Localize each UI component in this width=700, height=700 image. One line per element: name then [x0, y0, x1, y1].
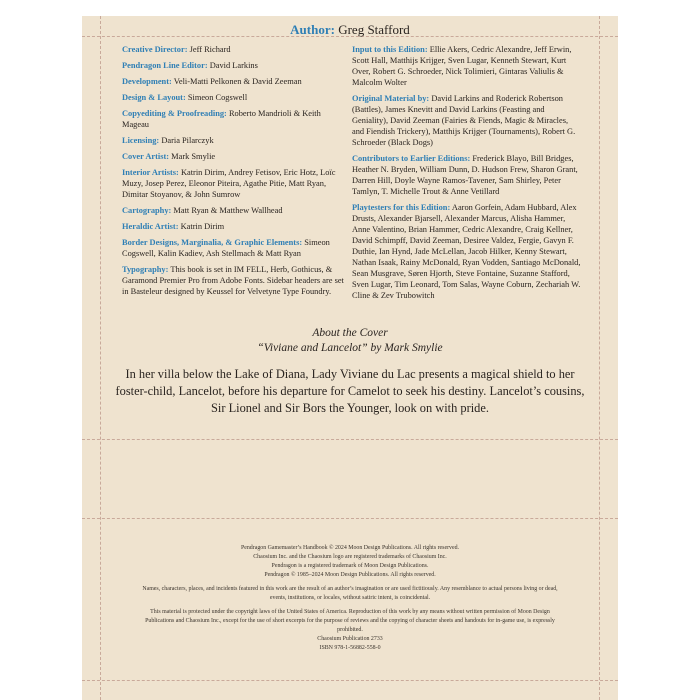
credit-entry — [352, 44, 582, 88]
credit-label: Creative Director: — [122, 45, 188, 54]
credit-value: Simeon Cogswell — [187, 93, 248, 102]
credit-label: Development: — [122, 77, 172, 86]
author-name: Greg Stafford — [338, 22, 410, 37]
guide-line — [82, 439, 618, 440]
author-label: Author: — [290, 22, 335, 37]
credit-label: Border Designs, Marginalia, & Graphic Elements: — [122, 238, 303, 247]
credit-label: Licensing: — [122, 136, 160, 145]
credit-label: Cartography: — [122, 206, 172, 215]
legal-line: Pendragon is a registered trademark of Moon Design Publications. — [271, 563, 429, 569]
credit-value: Simeon Cogswell, Kalin Kadiev, Ash Stellmach & Matt Ryan — [122, 238, 330, 258]
credit-value: Frederick Blayo, Bill Bridges, Heather N. Bryden, William Dunn, D. Hudson Frew, Sharon Grant, Darren Hill, Doyle Wayne Ramos-Tavener, Sam Shirley, Peter Tamlyn, T. Michelle Trout & Anne Vetillard — [352, 154, 578, 196]
cover-description: In her villa below the Lake of Diana, Lady Viviane du Lac presents a magical shield to her foster-child, Lancelot, before his departure for Camelot to seek his destiny. Lancelot’s cousins, Sir Lionel and Sir Bors the Younger, look on with pride. — [115, 367, 585, 415]
credit-entry — [122, 135, 344, 146]
credit-entry — [122, 221, 344, 232]
legal-line: Chaosium Inc. and the Chaosium logo are registered trademarks of Chaosium Inc. — [253, 554, 447, 560]
credit-value: David Larkins — [209, 61, 258, 70]
credit-label: Copyediting & Proofreading: — [122, 109, 227, 118]
credit-label: Input to this Edition: — [352, 45, 428, 54]
legal-line: Pendragon Gamemaster’s Handbook © 2024 Moon Design Publications. All rights reserved. — [240, 545, 460, 551]
credit-entry — [122, 76, 344, 87]
credit-entry — [122, 92, 344, 103]
credit-entry — [122, 264, 344, 297]
credit-label: Playtesters for this Edition: — [352, 203, 451, 212]
credit-label: Original Material by: — [352, 94, 430, 103]
credit-entry — [122, 151, 344, 162]
credits-page — [82, 16, 618, 700]
credit-value: Ellie Akers, Cedric Alexandre, Jeff Erwin, Scott Hall, Matthijs Krijger, Sven Lugar, Kenneth Stewart, Kurt Over, Robert G. Schroeder, Nick Tolimieri, Gintaras Valiulis & Malcolm Wolter — [352, 45, 572, 87]
guide-line — [82, 680, 618, 681]
author-line — [82, 22, 618, 38]
credit-value: Katrin Dirim — [180, 222, 225, 231]
legal-disclaimer: Names, characters, places, and incidents featured in this work are the result of an author’s imagination or are used fictitiously. Any resemblance to actual persons living or dead, events, institutions, or locales, without satiric intent, is coincidental. — [142, 586, 558, 601]
credit-value: Veli-Matti Pelkonen & David Zeeman — [173, 77, 302, 86]
credit-entry — [122, 44, 344, 55]
publication-number: Chaosium Publication 2733 — [317, 636, 383, 642]
credit-label: Cover Artist: — [122, 152, 170, 161]
legal-line: Pendragon © 1985–2024 Moon Design Publications. All rights reserved. — [264, 572, 436, 578]
credit-label: Interior Artists: — [122, 168, 179, 177]
credit-entry — [122, 167, 344, 200]
about-cover-heading: About the Cover — [312, 327, 388, 339]
credit-label: Heraldic Artist: — [122, 222, 179, 231]
credit-label: Contributors to Earlier Editions: — [352, 154, 471, 163]
credits-right-column — [352, 44, 582, 306]
guide-line — [82, 518, 618, 519]
isbn: ISBN 978-1-56882-558-0 — [319, 645, 381, 651]
legal-copyright: This material is protected under the copyright laws of the United States of America. Reproduction of this work by any means without written permission of Moon Design Publications and Chaosium Inc., except for the use of short excerpts for the purpose of reviews and the copying of character sheets and handouts for in-game use, is expressly prohibited. — [145, 609, 555, 633]
about-cover-section — [82, 326, 618, 356]
credit-entry — [352, 202, 582, 301]
legal-notice — [142, 544, 558, 653]
credit-value: Katrin Dirim, Andrey Fetisov, Eric Hotz, Loïc Muzy, Josep Perez, Eleonor Piteira, Agathe Pitie, Matt Ryan, Dimitar Stoyanov, & John Sumrow — [122, 168, 336, 199]
guide-line — [599, 16, 600, 700]
credit-entry — [122, 205, 344, 216]
credit-label: Design & Layout: — [122, 93, 186, 102]
credit-value: David Larkins and Roderick Robertson (Battles), James Knevitt and David Larkins (Feasting and Geniality), David Zeeman (Fairies & Fiends, Magic & Miracles, and Fiendish Trickery), Matthijs Krijger (Tournaments), Robert G. Schroeder (Black Dogs) — [352, 94, 576, 147]
credit-value: Matt Ryan & Matthew Wallhead — [173, 206, 283, 215]
credit-value: Roberto Mandrioli & Keith Mageau — [122, 109, 321, 129]
credit-entry — [122, 237, 344, 259]
credit-label: Pendragon Line Editor: — [122, 61, 208, 70]
credit-value: Mark Smylie — [171, 152, 216, 161]
credit-value: Daria Pilarczyk — [161, 136, 214, 145]
credit-entry — [122, 60, 344, 71]
credit-entry — [352, 93, 582, 148]
credit-label: Typography: — [122, 265, 169, 274]
credit-entry — [352, 153, 582, 197]
credit-value: Aaron Gorfein, Adam Hubbard, Alex Drusts, Alexander Bjarsell, Alexander Marcus, Alisha Hammer, Anne Valentino, Brian Hammer, Cedric Alexandre, Craig Kellner, David Schimpff, David Zeeman, Desiree Valdez, Fergie, Gavyn F. Duthie, Ian Hynd, Jade McLellan, Jacob Hilker, Kenny Stewart, Nathan Isaak, Rainy McDonald, Ryan Vodden, Santiago McDonald, Sean Musgrave, Søren Hjorth, Steve Fontaine, Suzanne Stafford, Sven Lugar, Tim Leonard, Tom Salas, Wayne Coburn, Zechariah W. Cline & Zev Trubowitch — [352, 203, 581, 300]
credits-left-column — [122, 44, 344, 302]
credit-entry — [122, 108, 344, 130]
credit-value: This book is set in IM FELL, Herb, Gothicus, & Garamond Premier Pro from Adobe Fonts. Sidebar headers are set in Basteleur designed by Keussel for Velvetyne Type Foundry. — [122, 265, 344, 296]
about-cover-title: “Viviane and Lancelot” by Mark Smylie — [257, 342, 443, 354]
credit-value: Jeff Richard — [189, 45, 231, 54]
guide-line — [100, 16, 101, 700]
